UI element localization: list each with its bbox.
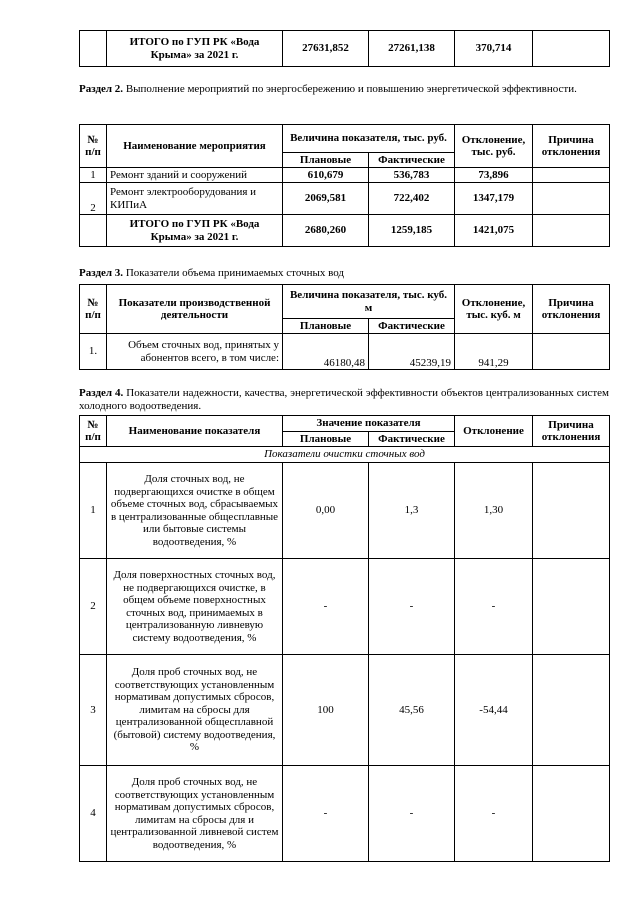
- num-cell: 3: [80, 655, 107, 766]
- reason-cell: [533, 334, 610, 370]
- header-plan: Плановые: [283, 432, 369, 447]
- deviation-cell: 1421,075: [455, 215, 533, 247]
- table-row: [80, 463, 610, 559]
- header-value: Величина показателя, тыс. куб. м: [283, 285, 455, 319]
- table-header-row: [80, 285, 610, 319]
- fact-cell: 722,402: [369, 183, 455, 215]
- header-name: Наименование показателя: [107, 416, 283, 447]
- num-cell: [80, 31, 107, 67]
- header-num: № п/п: [80, 125, 107, 168]
- table-section-4: [79, 415, 610, 862]
- table-header-row: [80, 125, 610, 153]
- fact-cell: 536,783: [369, 168, 455, 183]
- name-cell: Доля проб сточных вод, не соответствующих установленным нормативам допустимых сбросов, лимитам на сбросы для централизованной общесплавной (бытовой) систему водоотведения, %: [107, 655, 283, 766]
- deviation-cell: -54,44: [455, 655, 533, 766]
- table-section-3: [79, 284, 610, 370]
- group-label: Показатели очистки сточных вод: [80, 447, 610, 463]
- deviation-cell: 1,30: [455, 463, 533, 559]
- reason-cell: [533, 168, 610, 183]
- name-cell: Доля сточных вод, не подвергающихся очистке в общем объеме сточных вод, сбрасываемых в централизованные общесплавные или бытовые системы водоотведения, %: [107, 463, 283, 559]
- deviation-cell: 1347,179: [455, 183, 533, 215]
- table-section-2: [79, 124, 610, 247]
- table-row: [80, 168, 610, 183]
- header-value: Величина показателя, тыс. руб.: [283, 125, 455, 153]
- reason-cell: [533, 463, 610, 559]
- num-cell: 1: [80, 463, 107, 559]
- section-4-title: Раздел 4. Показатели надежности, качества, энергетической эффективности объектов централизованных систем холодного водоотведения.: [79, 387, 609, 412]
- plan-cell: 27631,852: [283, 31, 369, 67]
- reason-cell: [533, 215, 610, 247]
- deviation-cell: -: [455, 766, 533, 862]
- plan-cell: -: [283, 559, 369, 655]
- reason-cell: [533, 31, 610, 67]
- name-cell: Объем сточных вод, принятых у абонентов всего, в том числе:: [107, 334, 283, 370]
- header-deviation: Отклонение, тыс. куб. м: [455, 285, 533, 334]
- header-num: № п/п: [80, 285, 107, 334]
- num-cell: 2: [80, 183, 107, 215]
- total-label: ИТОГО по ГУП РК «Вода Крыма» за 2021 г.: [107, 31, 283, 67]
- reason-cell: [533, 655, 610, 766]
- reason-cell: [533, 766, 610, 862]
- plan-cell: 100: [283, 655, 369, 766]
- table-row: [80, 655, 610, 766]
- header-reason: Причина отклонения: [533, 125, 610, 168]
- header-name: Наименование мероприятия: [107, 125, 283, 168]
- table-row: [80, 766, 610, 862]
- deviation-cell: 73,896: [455, 168, 533, 183]
- table-row: [80, 559, 610, 655]
- table-continuation: [79, 30, 610, 67]
- deviation-cell: 370,714: [455, 31, 533, 67]
- header-deviation: Отклонение: [455, 416, 533, 447]
- table-row: [80, 334, 610, 370]
- header-num: № п/п: [80, 416, 107, 447]
- total-label: ИТОГО по ГУП РК «Вода Крыма» за 2021 г.: [107, 215, 283, 247]
- header-fact: Фактические: [369, 153, 455, 168]
- fact-cell: -: [369, 559, 455, 655]
- num-cell: 4: [80, 766, 107, 862]
- header-value: Значение показателя: [283, 416, 455, 432]
- plan-cell: 2069,581: [283, 183, 369, 215]
- header-deviation: Отклонение, тыс. руб.: [455, 125, 533, 168]
- plan-cell: 0,00: [283, 463, 369, 559]
- header-reason: Причина отклонения: [533, 285, 610, 334]
- table-total-row: [80, 215, 610, 247]
- fact-cell: 1259,185: [369, 215, 455, 247]
- name-cell: Ремонт зданий и сооружений: [107, 168, 283, 183]
- plan-cell: 2680,260: [283, 215, 369, 247]
- header-reason: Причина отклонения: [533, 416, 610, 447]
- fact-cell: 1,3: [369, 463, 455, 559]
- fact-cell: 45239,19: [369, 334, 455, 370]
- header-plan: Плановые: [283, 153, 369, 168]
- deviation-cell: 941,29: [455, 334, 533, 370]
- table-group-row: [80, 447, 610, 463]
- reason-cell: [533, 183, 610, 215]
- header-name: Показатели производственной деятельности: [107, 285, 283, 334]
- num-cell: 1: [80, 168, 107, 183]
- num-cell: [80, 215, 107, 247]
- num-cell: 1.: [80, 334, 107, 370]
- header-fact: Фактические: [369, 432, 455, 447]
- plan-cell: 610,679: [283, 168, 369, 183]
- table-header-row: [80, 416, 610, 432]
- deviation-cell: -: [455, 559, 533, 655]
- fact-cell: 45,56: [369, 655, 455, 766]
- name-cell: Ремонт электрооборудования и КИПиА: [107, 183, 283, 215]
- num-cell: 2: [80, 559, 107, 655]
- fact-cell: 27261,138: [369, 31, 455, 67]
- plan-cell: 46180,48: [283, 334, 369, 370]
- fact-cell: -: [369, 766, 455, 862]
- header-plan: Плановые: [283, 319, 369, 334]
- reason-cell: [533, 559, 610, 655]
- header-fact: Фактические: [369, 319, 455, 334]
- section-3-title: Раздел 3. Показатели объема принимаемых сточных вод: [79, 267, 345, 279]
- name-cell: Доля проб сточных вод, не соответствующих установленным нормативам допустимых сбросов, лимитам на сбросы для и централизованной ливневой систем водоотведения, %: [107, 766, 283, 862]
- section-2-title: Раздел 2. Выполнение мероприятий по энергосбережению и повышению энергетической эффективности.: [79, 83, 577, 95]
- name-cell: Доля поверхностных сточных вод, не подвергающихся очистке, в общем объеме поверхностных сточных вод, принимаемых в централизованную ливневую систему водоотведения, %: [107, 559, 283, 655]
- plan-cell: -: [283, 766, 369, 862]
- table-row: [80, 183, 610, 215]
- table-total-row: [80, 31, 610, 67]
